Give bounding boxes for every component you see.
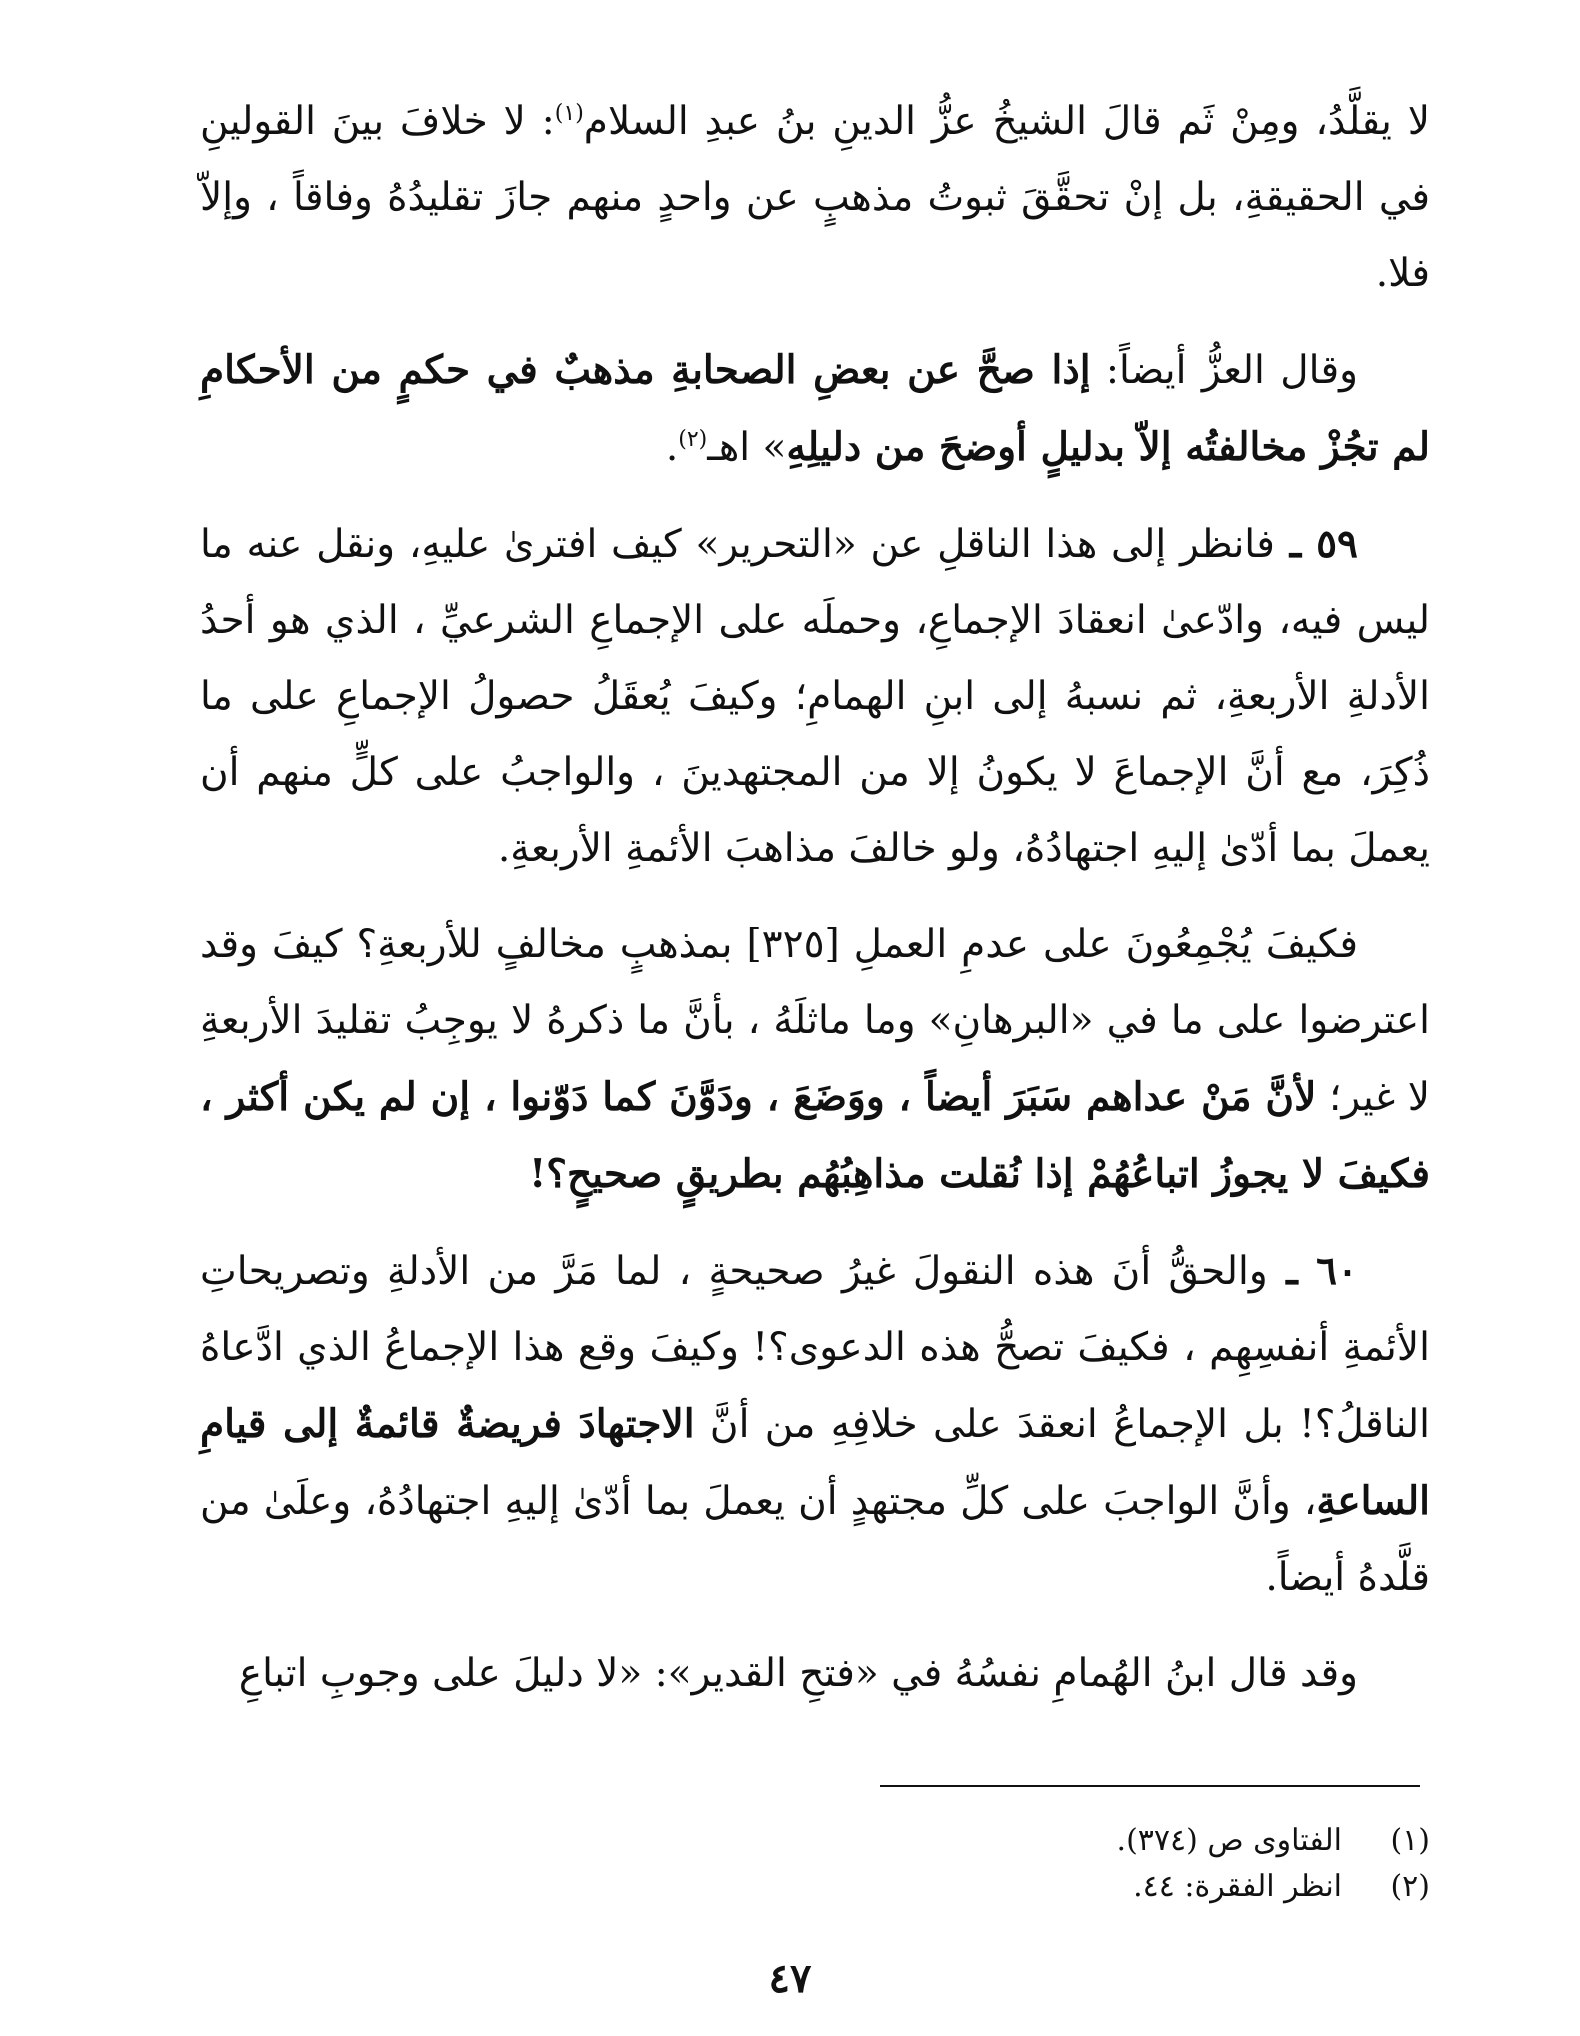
footnote-text: الفتاوى ص (٣٧٤). bbox=[1116, 1823, 1342, 1858]
paragraph bbox=[200, 84, 1430, 312]
text-segment: : لا خلافَ بينَ القولينِ في الحقيقةِ، بل إنْ تحقَّقَ ثبوتُ مذهبٍ عن واحدٍ منهم جازَ تقليدُهُ وفاقاً ، وإلاّ فلا. bbox=[200, 99, 1430, 296]
footnote-number: (١) bbox=[1390, 1823, 1430, 1858]
paragraph bbox=[200, 907, 1430, 1213]
text-segment: لا يقلَّدُ، ومِنْ ثَم قالَ الشيخُ عزُّ الدينِ بنُ عبدِ السلام bbox=[583, 99, 1430, 144]
page-number: ٤٧ bbox=[768, 1955, 812, 2002]
main-text bbox=[200, 84, 1430, 1732]
text-segment: فانظر إلى هذا الناقلِ عن «التحرير» كيف افترىٰ عليهِ، ونقل عنه ما ليس فيه، وادّعىٰ انعقادَ الإجماعِ، وحملَه على الإجماعِ الشرعيِّ ، الذي هو أحدُ الأدلةِ الأربعةِ، ثم نسبهُ إلى ابنِ الهمامِ؛ وكيفَ يُعقَلُ حصولُ الإجماعِ على ما ذُكِرَ، مع أنَّ الإجماعَ لا يكونُ إلا من المجتهدينَ ، والواجبُ على كلٍّ منهم أن يعملَ بما أدّىٰ إليهِ اجتهادُهُ، ولو خالفَ مذاهبَ الأئمةِ الأربعةِ. bbox=[200, 522, 1430, 871]
footnotes bbox=[700, 1818, 1430, 1910]
bold-text-segment: لأنَّ مَنْ عداهم سَبَرَ أيضاً ، ووَضَعَ ، ودَوَّنَ كما دَوّنوا ، إن لم يكن أكثر ، فكيفَ لا يجوزُ اتباعُهُمْ إذا نُقلت مذاهِبُهُم بطريقٍ صحيحٍ؟! bbox=[200, 1074, 1430, 1197]
text-segment: والحقُّ أنَ هذه النقولَ غيرُ صحيحةٍ ، لما مَرَّ من الأدلةِ وتصريحاتِ الأئمةِ أنفسِهِم ، فكيفَ تصحُّ هذه الدعوى؟! وكيفَ وقع هذا الإجماعُ الذي ادَّعاهُ الناقلُ؟! بل الإجماعُ انعقدَ على خلافِهِ من أنَّ bbox=[200, 1249, 1430, 1447]
paragraph bbox=[200, 332, 1430, 486]
text-segment: ، وأنَّ الواجبَ على كلِّ مجتهدٍ أن يعملَ بما أدّىٰ إليهِ اجتهادُهُ، وعلَىٰ من قلَّدهُ أيضاً. bbox=[200, 1479, 1430, 1600]
footnote-text: انظر الفقرة: ٤٤. bbox=[1133, 1869, 1342, 1904]
text-segment: » اهـ bbox=[707, 425, 787, 470]
text-segment: وقد قال ابنُ الهُمامِ نفسُهُ في «فتحِ القدير»: «لا دليلَ على وجوبِ اتباعِ bbox=[238, 1651, 1358, 1696]
text-segment: . bbox=[665, 425, 679, 470]
text-segment: وقال العزُّ أيضاً: bbox=[1090, 348, 1358, 393]
footnote-reference: (٢) bbox=[678, 427, 708, 452]
bold-text-segment: إذا صحَّ عن بعضِ الصحابةِ مذهبٌ في حكمٍ من الأحكامِ لم تجُزْ مخالفتُه إلاّ بدليلٍ أوضحَ من دليلِهِ bbox=[200, 347, 1430, 470]
paragraph bbox=[200, 506, 1430, 887]
paragraph bbox=[200, 1233, 1430, 1616]
bold-text-segment: ٦٠ ـ bbox=[1267, 1248, 1358, 1294]
paragraph bbox=[200, 1636, 1430, 1712]
footnote bbox=[700, 1864, 1430, 1910]
footnote-separator bbox=[880, 1785, 1420, 1787]
footnote-number: (٢) bbox=[1390, 1869, 1430, 1904]
bold-text-segment: ٥٩ ـ bbox=[1274, 521, 1358, 567]
text-segment: فكيفَ يُجْمِعُونَ على عدمِ العملِ [٣٢٥] بمذهبٍ مخالفٍ للأربعةِ؟ كيفَ وقد اعترضوا على ما في «البرهانِ» وما ماثلَهُ ، بأنَّ ما ذكرهُ لا يوجِبُ تقليدَ الأربعةِ لا غير؛ bbox=[200, 922, 1431, 1120]
bold-text-segment: الاجتهادَ فريضةٌ قائمةٌ إلى قيامِ الساعةِ bbox=[200, 1401, 1430, 1524]
footnote-reference: (١) bbox=[554, 101, 584, 126]
footnote bbox=[700, 1818, 1430, 1864]
